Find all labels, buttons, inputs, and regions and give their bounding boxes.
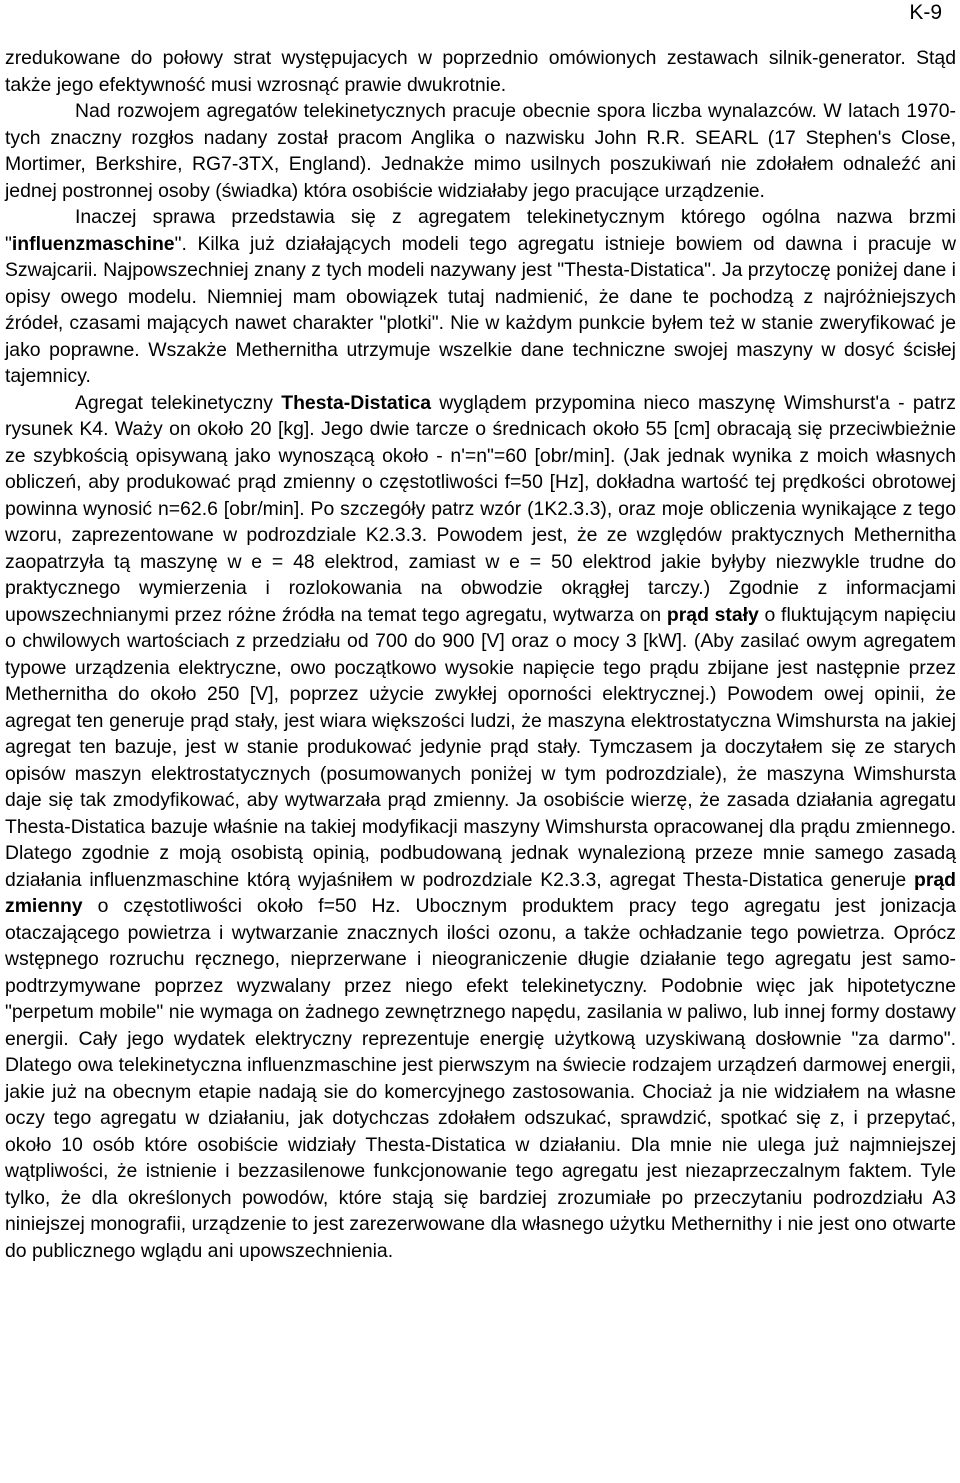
paragraph-2 [5,98,956,204]
text-segment: Inaczej sprawa przedstawia się z agregatem telekinetycznym którego ogólna nazwa brzmi " [5,206,956,255]
paragraph-3 [5,204,956,390]
text-segment: zredukowane do połowy strat występujacych w poprzednio omówionych zestawach silnik-generator. Stąd także jego efektywność musi wzrosnąć prawie dwukrotnie. [5,47,956,96]
paragraph-4 [5,390,956,1265]
bold-term-prad-zmienny: prąd zmienny [5,868,956,917]
text-segment: o częstotliwości około f=50 Hz. Ubocznym produktem pracy tego agregatu jest jonizacja otaczającego powietrza i wytwarzanie znacznych ilości ozonu, a także ochładzanie tego powietrza. Oprócz wstępnego rozruchu ręcznego, nieprzerwane i nieograniczenie długie działanie tego agregatu jest samo-podtrzymywane poprzez wyzwalany przez niego efekt telekinetyczny. Podobnie więc jak hipotetyczne "perpetum mobile" nie wymaga on żadnego zewnętrznego napędu, zasilania w paliwo, lub innej formy dostawy energii. Cały jego wydatek elektryczny reprezentuje energię użytkową uzyskiwaną dosłownie "za darmo". Dlatego owa telekinetyczna influenzmaschine jest pierwszym na świecie rodzajem urządzeń darmowej energii, jakie już na obecnym etapie nadają sie do komercyjnego zastosowania. Chociaż ja nie widziałem na własne oczy tego agregatu w działaniu, jak dotychczas zdołałem odszukać, sprawdzić, spotkać się z, i przepytać, około 10 osób które osobiście widziały Thesta-Distatica w działaniu. Dla mnie nie ulega już najmniejszej wątpliwości, że istnienie i bezzasilenowe funkcjonowanie tego agregatu jest niezaprzeczalnym faktem. Tyle tylko, że dla określonych powodów, które stają się bardziej zrozumiałe po przeczytaniu podrozdziału A3 niniejszej monografii, urządzenie to jest zarezerwowane dla własnego użytku Methernithy i nie jest ono otwarte do publicznego wglądu ani upowszechnienia. [5,895,956,1262]
text-segment: wyglądem przypomina nieco maszynę Wimshurst'a - patrz rysunek K4. Waży on około 20 [kg]. Jego dwie tarcze o średnicach około 55 [cm] obracają się przeciwbieżnie ze szybkością opisywaną jako wynoszącą około - n'=n"=60 [obr/min]. (Jak jednak wynika z moich własnych obliczeń, aby produkować prąd zmienny o częstotliwości f=50 [Hz], dokładna wartość tej prędkości obrotowej powinna wynosić n=62.6 [obr/min]. Po szczegóły patrz wzór (1K2.3.3), oraz moje obliczenia wynikające z tego wzoru, zaprezentowane w podrozdziale K2.3.3. Powodem jest, że ze względów praktycznych Methernitha zaopatrzyła tą maszynę w e = 48 elektrod, zamiast w e = 50 elektrod jakie byłyby niezwykle trudne do praktycznego wymierzenia i rozlokowania na obwodzie okrągłej tarczy.) Zgodnie z informacjami upowszechnianymi przez różne źródła na temat tego agregatu, wytwarza on [5,391,956,626]
bold-term-prad-staly: prąd stały [666,603,759,626]
text-segment: o fluktującym napięciu o chwilowych wartościach z przedziału od 700 do 900 [V] oraz o mocy 3 [kW]. (Aby zasilać owym agregatem typowe urządzenia elektryczne, owo początkowo wysokie napięcie tego prądu zbijane jest następnie przez Methernitha do około 250 [V], poprzez użycie zwykłej oporności elektrycznej.) Powodem owej opinii, że agregat ten generuje prąd stały, jest wiara większości ludzi, że maszyna elektrostatyczna Wimshursta na jakiej agregat ten bazuje, jest w stanie produkować jedynie prąd stały. Tymczasem ja doczytałem się ze starych opisów maszyn elektrostatycznych (posumowanych poniżej w tym podrozdziale), że maszyna Wimshursta daje się tak zmodyfikować, aby wytwarzała prąd zmienny. Ja osobiście wierzę, że zasada działania agregatu Thesta-Distatica bazuje właśnie na takiej modyfikacji maszyny Wimshursta opracowanej dla prądu zmiennego. Dlatego zgodnie z moją osobistą opinią, podbudowaną jednak wynalezioną przeze mnie samego zasadą działania influenzmaschine którą wyjaśniłem w podrozdziale K2.3.3, agregat Thesta-Distatica generuje [5,603,956,891]
text-segment: Agregat telekinetyczny [75,391,282,414]
paragraph-1 [5,45,956,98]
page-number: K-9 [909,1,942,24]
body-text [5,45,956,1264]
text-segment: Nad rozwojem agregatów telekinetycznych pracuje obecnie spora liczba wynalazców. W latach 1970-tych znaczny rozgłos nadany został pracom Anglika o nazwisku John R.R. SEARL (17 Stephen's Close, Mortimer, Berkshire, RG7-3TX, England). Jednakże mimo usilnych poszukiwań nie zdołałem odnaleźć ani jednej postronnej osoby (świadka) która osobiście widziałaby jego pracujące urządzenie. [5,100,956,202]
bold-term-thesta-distatica: Thesta-Distatica [281,391,432,414]
text-segment: ". Kilka już działających modeli tego agregatu istnieje bowiem od dawna i pracuje w Szwajcarii. Najpowszechniej znany z tych modeli nazywany jest "Thesta-Distatica". Ja przytoczę poniżej dane i opisy owego modelu. Niemniej mam obowiązek tutaj nadmienić, że dane te pochodzą z najróżniejszych źródeł, czasami mających nawet charakter "plotki". Nie w każdym punkcie byłem też w stanie zweryfikować je jako poprawne. Wszakże Methernitha utrzymuje wszelkie dane techniczne swojej maszyny w dosyć ścisłej tajemnicy. [5,232,956,387]
bold-term-influenzmaschine: influenzmaschine [11,232,175,255]
